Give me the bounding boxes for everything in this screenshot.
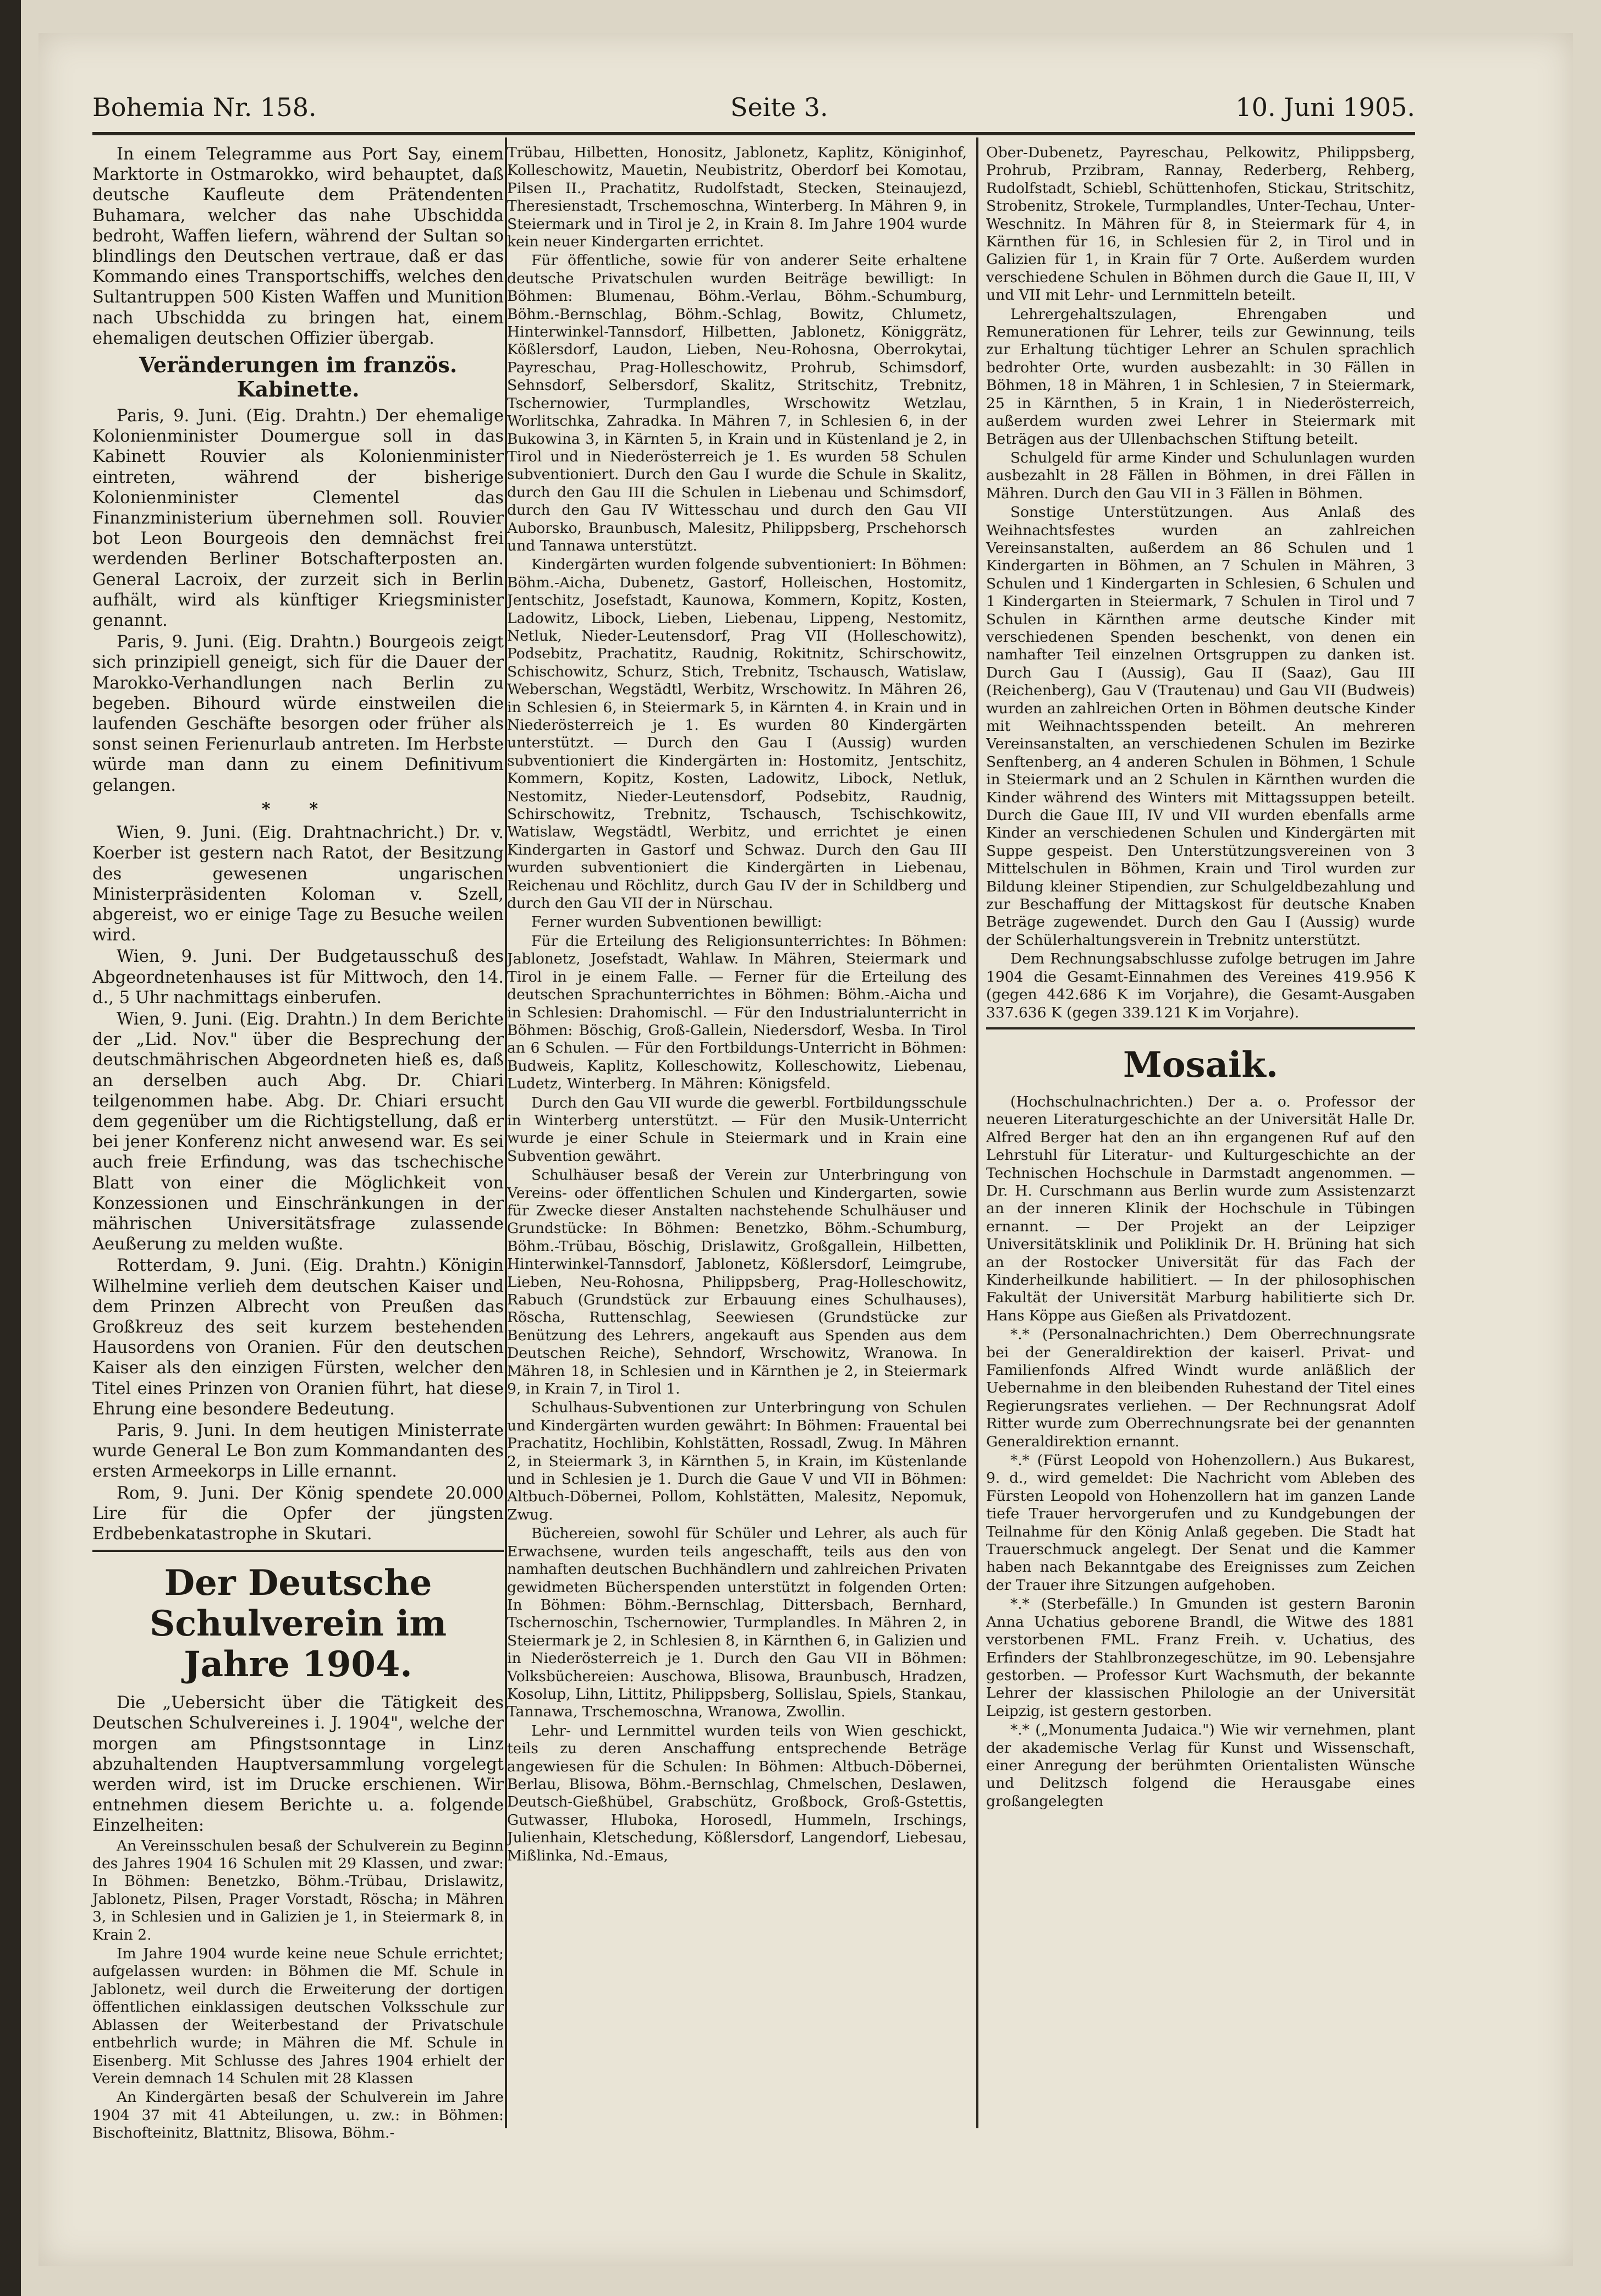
header-issue: Bohemia Nr. 158. <box>92 92 317 122</box>
col2-para-fortbildung: Durch den Gau VII wurde die gewerbl. Fortbildungsschule in Winterberg unterstützt. — Für den Musik-Unterricht wurde je einer Schule in Steiermark und in Krain eine Subvention gewährt. <box>507 1094 967 1165</box>
header-rule <box>92 132 1415 135</box>
mosaik-monumenta-judaica: *.* („Monumenta Judaica.") Wie wir vernehmen, plant der akademische Verlag für Kunst und Wissenschaft, einer Anregung der berühmten Orientalisten Wünsche und Delitzsch folgend die Herausgabe eines großangelegten <box>986 1721 1415 1810</box>
column-2 <box>507 144 967 1866</box>
col3-para-rechnungsabschluss: Dem Rechnungsabschlusse zufolge betrugen im Jahre 1904 die Gesamt-Einnahmen des Vereines 419.956 K (gegen 442.686 K im Vorjahre), die Gesamt-Ausgaben 337.636 K (gegen 339.121 K im Vorjahre). <box>986 950 1415 1021</box>
column-3 <box>986 144 1415 1812</box>
schulverein-intro: Die „Uebersicht über die Tätigkeit des Deutschen Schulvereines i. J. 1904", welche der morgen am Pfingstsonntage in Linz abzuhaltenden Hauptversammlung vorgelegt werden wird, ist im Drucke erschienen. Wir entnehmen diesem Berichte u. a. folgende Einzelheiten: <box>92 1693 504 1836</box>
schulverein-kindergaerten: An Kindergärten besaß der Schulverein im Jahre 1904 37 mit 41 Abteilungen, u. zw.: in Böhmen: Bischofteinitz, Blattnitz, Blisowa, Böhm.- <box>92 2089 504 2142</box>
news-wien-3: Wien, 9. Juni. (Eig. Drahtn.) In dem Berichte der „Lid. Nov." über die Besprechung der deutschmährischen Abgeordneten hieß es, daß an derselben auch Abg. Dr. Chiari teilgenommen habe. Abg. Dr. Chiari ersucht dem gegenüber um die Richtigstellung, daß er bei jener Konferenz nicht anwesend war. Es sei auch freie Erfindung, was das tschechische Blatt von einer die Möglichkeit von Konzessionen und Einschränkungen in der mährischen Universitätsfrage zulassende Aeußerung zu melden wußte. <box>92 1009 504 1254</box>
col2-para-schulhaeuser: Schulhäuser besaß der Verein zur Unterbringung von Vereins- oder öffentlichen Schulen und Kindergarten, sowie für Zwecke dieser Anstalten nachstehende Schulhäuser und Grundstücke: In Böhmen: Benetzko, Böhm.-Schumburg, Böhm.-Trübau, Böschig, Drislawitz, Großgallein, Hilbetten, Hinterwinkel-Tannsdorf, Jablonetz, Kößlersdorf, Leimgrube, Lieben, Neu-Rohosna, Philippsberg, Prag-Holleschowitz, Rabuch (Grundstück zur Erbauung eines Schulhauses), Röscha, Ruttenschlag, Seewiesen (Grundstücke zur Benützung des Lehrers, angekauft aus Spenden aus dem Deutschen Reiche), Sehndorf, Wrschowitz, Wranowa. In Mähren 18, in Schlesien und in Kärnthen je 2, in Steiermark 9, in Krain 7, in Tirol 1. <box>507 1166 967 1398</box>
col2-para-religion: Für die Erteilung des Religionsunterrichtes: In Böhmen: Jablonetz, Josefstadt, Wahlaw. In Mähren, Steiermark und Tirol in je einem Falle. — Ferner für die Erteilung des deutschen Sprachunterrichtes in Böhmen: Böhm.-Aicha und in Schlesien: Drahomischl. — Für den Industrialunterricht in Böhmen: Böschig, Groß-Gallein, Niedersdorf, Wesba. In Tirol an 6 Schulen. — Für den Fortbildungs-Unterricht in Böhmen: Budweis, Kaplitz, Kolleschowitz, Kolleschowitz, Liebenau, Ludetz, Winterberg. In Mähren: Königsfeld. <box>507 932 967 1093</box>
col2-para-1: Trübau, Hilbetten, Honositz, Jablonetz, Kaplitz, Königinhof, Kolleschowitz, Mauetin, Neubistritz, Oberdorf bei Komotau, Pilsen II., Prachatitz, Rudolfstadt, Stecken, Steinaujezd, Theresienstadt, Trschemoschna, Winterberg. In Mähren 9, in Steiermark und in Tirol je 2, in Krain 8. Im Jahre 1904 wurde kein neuer Kindergarten errichtet. <box>507 144 967 251</box>
col3-para-gehaltszulagen: Lehrergehaltszulagen, Ehrengaben und Remunerationen für Lehrer, teils zur Gewinnung, teils zur Erhaltung tüchtiger Lehrer an Schulen sprachlich bedrohter Orte, wurden ausbezahlt: in 30 Fällen in Böhmen, 18 in Mähren, 1 in Schlesien, 7 in Steiermark, 25 in Kärnthen, 5 in Krain, 1 in Niederösterreich, außerdem wurden zwei Lehrer in Steiermark mit Beträgen aus der Ullenbachschen Stiftung beteilt. <box>986 305 1415 448</box>
col3-para-schulgeld: Schulgeld für arme Kinder und Schulunlagen wurden ausbezahlt in 28 Fällen in Böhmen, in drei Fällen in Mähren. Durch den Gau VII in 3 Fällen in Böhmen. <box>986 449 1415 502</box>
col3-para-unterstuetzungen: Sonstige Unterstützungen. Aus Anlaß des Weihnachtsfestes wurden an zahlreichen Vereinsanstalten, außerdem an 86 Schulen und 1 Kindergarten in Böhmen, an 7 Schulen in Mähren, 3 Schulen und 1 Kindergarten in Schlesien, 6 Schulen und 1 Kindergarten in Steiermark, 7 Schulen in Tirol und 7 Schulen in Kärnthen arme deutsche Kinder mit verschiedenen Spenden beschenkt, von denen ein namhafter Teil einzelnen Ortsgruppen zu danken ist. Durch Gau I (Aussig), Gau II (Saaz), Gau III (Reichenberg), Gau V (Trautenau) und Gau VII (Budweis) wurden an zahlreichen Orten in Böhmen deutsche Kinder mit Weihnachtsspenden beteilt. An mehreren Vereinsanstalten, an verschiedenen Schulen im Bezirke Senftenberg, an 4 anderen Schulen in Böhmen, 1 Schule in Steiermark und an 2 Schulen in Kärnthen wurden die Kinder während des Winters mit Mittagssuppen beteilt. Durch die Gaue III, IV und VII wurden ebenfalls arme Kinder an verschiedenen Schulen und Kindergärten mit Suppe gespeist. Den Unterstützungsvereinen von 3 Mittelschulen in Böhmen, Krain und Tirol wurden zur Bildung kleiner Stipendien, zur Schulgeldbezahlung und zur Beschaffung der Mittagskost für deutsche Knaben Beträge zugewendet. Durch den Gau I (Aussig) wurde der Schülerhaltungsverein in Trebnitz unterstützt. <box>986 504 1415 949</box>
article-port-say: In einem Telegramme aus Port Say, einem Marktorte in Ostmarokko, wird behauptet, daß deutsche Kaufleute dem Prätendenten Buhamara, welcher das nahe Ubschidda bedroht, Waffen liefern, während der Sultan so blindlings den Deutschen vertraue, daß er das Kommando eines Transportschiffs, welches den Sultantruppen 500 Kisten Waffen und Munition nach Ubschidda zu bringen hat, einem ehemaligen deutschen Offizier übergab. <box>92 145 504 348</box>
column-divider-2 <box>976 137 978 2128</box>
section-rule <box>92 1550 504 1552</box>
news-wien-1: Wien, 9. Juni. (Eig. Drahtnachricht.) Dr. v. Koerber ist gestern nach Ratot, der Besitzung des gewesenen ungarischen Ministerpräsidenten Koloman v. Szell, abgereist, wo er einige Tage zu Besuche weilen wird. <box>92 823 504 945</box>
mosaik-hochschulnachrichten: (Hochschulnachrichten.) Der a. o. Professor der neueren Literaturgeschichte an der Universität Halle Dr. Alfred Berger hat den an ihn ergangenen Ruf auf den Lehrstuhl für Literatur- und Kulturgeschichte an der Technischen Hochschule in Darmstadt angenommen. — Dr. H. Curschmann aus Berlin wurde zum Assistenzarzt an der inneren Klinik der Hochschule in Tübingen ernannt. — Der Projekt an der Leipziger Universitätsklinik und Poliklinik Dr. H. Brüning hat sich an der Rostocker Universität für das Fach der Kinderheilkunde habilitiert. — In der philosophischen Fakultät der Universität Marburg habilitierte sich Dr. Hans Köppe aus Gießen als Privatdozent. <box>986 1093 1415 1324</box>
header-date: 10. Juni 1905. <box>1235 92 1415 122</box>
col2-para-schulhaus-subventionen: Schulhaus-Subventionen zur Unterbringung von Schulen und Kindergärten wurden gewährt: In Böhmen: Frauental bei Prachatitz, Hochlibin, Kohlstätten, Rossadl, Zwug. In Mähren 2, in Steiermark 3, in Kärnthen 5, in Krain, im Küstenlande und in Schlesien je 1. Durch die Gaue V und VII in Böhmen: Altbuch-Döbernei, Pollom, Kohlstätten, Malesitz, Nepomuk, Zwug. <box>507 1399 967 1523</box>
section-title-schulverein: Der Deutsche Schulverein im Jahre 1904. <box>149 1562 447 1686</box>
col2-para-subventionen: Ferner wurden Subventionen bewilligt: <box>531 913 822 931</box>
col2-para-buechereien: Büchereien, sowohl für Schüler und Lehrer, als auch für Erwachsene, wurden teils angeschafft, teils aus den von namhaften deutschen Buchhändlern und zahlreichen Privaten gewidmeten Bücherspenden unterstützt in folgenden Orten: In Böhmen: Böhm.-Bernschlag, Dittersbach, Bernhard, Tschernoschin, Tschernowier, Turmplandles. In Mähren 2, in Steiermark je 2, in Schlesien 8, in Kärnthen 6, in Galizien und in Niederösterreich je 1. Durch den Gau VII in Böhmen: Volksbüchereien: Auschowa, Blisowa, Braunbusch, Hradzen, Kosolup, Lihn, Littitz, Philippsberg, Sollislau, Spiels, Stankau, Tannawa, Trschemoschna, Wranowa, Zwollin. <box>507 1525 967 1721</box>
schulverein-aufgelassen: Im Jahre 1904 wurde keine neue Schule errichtet; aufgelassen wurden: in Böhmen die Mf. Schule in Jablonetz, weil durch die Erweiterung der dortigen öffentlichen einklassigen deutschen Volksschule zur Ablassen der Weiterbestand der Privatschule entbehrlich wurde; in Mähren die Mf. Schule in Eisenberg. Mit Schlusse des Jahres 1904 erhielt der Verein demnach 14 Schulen mit 28 Klassen <box>92 1945 504 2087</box>
news-paris-1: Paris, 9. Juni. (Eig. Drahtn.) Der ehemalige Kolonienminister Doumergue soll in das Kabinett Rouvier als Kolonienminister eintreten, während der bisherige Kolonienminister Clementel das Finanzministerium übernehmen soll. Rouvier bot Leon Bourgeois den demnächst frei werdenden Berliner Botschafterposten an. General Lacroix, der zurzeit sich in Berlin aufhält, wird als künftiger Kriegsminister genannt. <box>92 406 504 631</box>
news-wien-2: Wien, 9. Juni. Der Budgetausschuß des Abgeordnetenhauses ist für Mittwoch, den 14. d., 5 Uhr nachmittags einberufen. <box>92 947 504 1007</box>
news-rom: Rom, 9. Juni. Der König spendete 20.000 Lire für die Opfer der jüngsten Erdbebenkatastrophe in Skutari. <box>92 1483 504 1544</box>
section-title-mosaik: Mosaik. <box>1123 1044 1278 1086</box>
col2-para-beitraege: Für öffentliche, sowie für von anderer Seite erhaltene deutsche Privatschulen wurden Beiträge bewilligt: In Böhmen: Blumenau, Böhm.-Verlau, Böhm.-Schumburg, Böhm.-Bernschlag, Böhm.-Schlag, Bowitz, Chlumetz, Hinterwinkel-Tannsdorf, Hilbetten, Jablonetz, Königgrätz, Kößlersdorf, Laudon, Lieben, Neu-Rohosna, Oberrokytai, Payreschau, Prag-Holleschowitz, Prohrub, Schimsdorf, Sehnsdorf, Selbersdorf, Skalitz, Stritschitz, Trebnitz, Tschernowier, Turmplandles, Wrschowitz Wetzlau, Worlitschka, Zahradka. In Mähren 7, in Schlesien 6, in der Bukowina 3, in Kärnten 5, in Krain und in Küstenland je 2, in Tirol und in Niederösterreich je 1. Es wurden 58 Schulen subventioniert. Durch den Gau I wurde die Schule in Skalitz, durch den Gau III die Schulen in Liebenau und Schimsdorf, durch den Gau IV Wittesschau und durch den Gau VII Auborsko, Braunbusch, Malesitz, Philippsberg, Prschehorsch und Tannawa unterstützt. <box>507 252 967 554</box>
scan-edge <box>0 0 21 2296</box>
page-header <box>92 92 1415 125</box>
news-rotterdam: Rotterdam, 9. Juni. (Eig. Drahtn.) Königin Wilhelmine verlieh dem deutschen Kaiser und dem Prinzen Albrecht von Preußen das Großkreuz des seit kurzem bestehenden Hausordens von Oranien. Für den deutschen Kaiser als den einzigen Fürsten, welcher den Titel eines Prinzen von Oranien führt, hat diese Ehrung eine besondere Bedeutung. <box>92 1256 504 1419</box>
col3-para-1: Ober-Dubenetz, Payreschau, Pelkowitz, Philippsberg, Prohrub, Przibram, Rannay, Rederberg, Rehberg, Rudolfstadt, Schiebl, Schüttenhofen, Stickau, Stritschitz, Strobenitz, Strokele, Turmplandles, Unter-Techau, Unter-Weschnitz. In Mähren für 8, in Steiermark für 4, in Kärnthen für 16, in Schlesien für 2, in Tirol und in Galizien für 1, in Krain für 7 Orte. Außerdem wurden verschiedene Schulen in Böhmen durch die Gaue II, III, V und VII mit Lehr- und Lernmitteln beteilt. <box>986 144 1415 304</box>
col2-para-lehrmittel: Lehr- und Lernmittel wurden teils von Wien geschickt, teils zu deren Anschaffung entsprechende Beträge angewiesen für die Schulen: In Böhmen: Altbuch-Döbernei, Berlau, Blisowa, Böhm.-Bernschlag, Chmelschen, Deslawen, Deutsch-Gießhübel, Grabschütz, Großbock, Groß-Gstettis, Gutwasser, Hluboka, Horosedl, Hummeln, Irschings, Julienhain, Kletschedung, Kößlersdorf, Langendorf, Liebesau, Mißlinka, Nd.-Emaus, <box>507 1722 967 1864</box>
header-page-number: Seite 3. <box>730 92 828 122</box>
separator-stars: * * <box>261 799 335 819</box>
mosaik-hohenzollern: *.* (Fürst Leopold von Hohenzollern.) Aus Bukarest, 9. d., wird gemeldet: Die Nachricht vom Ableben des Fürsten Leopold von Hohenzollern hat im ganzen Lande tiefe Trauer hervorgerufen und zu Kundgebungen der Teilnahme für den König Anlaß gegeben. Die Stadt hat Trauerschmuck angelegt. Der Senat und die Kammer haben nach Bekanntgabe des Ereignisses zum Zeichen der Trauer ihre Sitzungen aufgehoben. <box>986 1452 1415 1594</box>
schulverein-vereinsschulen: An Vereinsschulen besaß der Schulverein zu Beginn des Jahres 1904 16 Schulen mit 29 Klassen, und zwar: In Böhmen: Benetzko, Böhm.-Trübau, Drislawitz, Jablonetz, Pilsen, Prager Vorstadt, Röscha; in Mähren 3, in Schlesien und in Galizien je 1, in Steiermark 8, in Krain 2. <box>92 1837 504 1943</box>
news-paris-2: Paris, 9. Juni. (Eig. Drahtn.) Bourgeois zeigt sich prinzipiell geneigt, sich für die Dauer der Marokko-Verhandlungen nach Berlin zu begeben. Bihourd würde einstweilen die laufenden Geschäfte besorgen oder früher als sonst seinen Ferienurlaub antreten. Im Herbste würde man dann zu einem Definitivum gelangen. <box>92 632 504 795</box>
column-1 <box>92 144 504 2144</box>
news-paris-3: Paris, 9. Juni. In dem heutigen Ministerrate wurde General Le Bon zum Kommandanten des ersten Armeekorps in Lille ernannt. <box>92 1420 504 1482</box>
section-rule-mosaik <box>986 1027 1415 1029</box>
col2-para-kindergaerten: Kindergärten wurden folgende subventioniert: In Böhmen: Böhm.-Aicha, Dubenetz, Gastorf, Holleischen, Hostomitz, Jentschitz, Josefstadt, Kaunowa, Kommern, Kopitz, Kosten, Ladowitz, Libock, Lieben, Liebenau, Lippeng, Nestomitz, Netluk, Nieder-Leutensdorf, Prag VII (Holleschowitz), Podsebitz, Prachatitz, Raudnig, Rokitnitz, Schirschowitz, Schischowitz, Schurz, Stich, Trebnitz, Tschausch, Watislaw, Weberschan, Wegstädtl, Werbitz, Wrschowitz. In Mähren 26, in Schlesien 6, in Steiermark 5, in Kärnten 4. in Krain und in Niederösterreich je 1. Es wurden 80 Kindergärten unterstützt. — Durch den Gau I (Aussig) wurden subventioniert die Kindergärten in: Hostomitz, Jentschitz, Kommern, Kopitz, Kosten, Ladowitz, Libock, Netluk, Nestomitz, Nieder-Leutensdorf, Podsebitz, Raudnig, Schirschowitz, Trebnitz, Tschausch, Tschischkowitz, Watislaw, Wegstädtl, Werbitz, und errichtet je einen Kindergarten in Gastorf und Schwaz. Durch den Gau III wurden subventioniert die Kindergärten in Liebenau, Reichenau und Röchlitz, durch Gau IV der in Schildberg und durch den Gau VII der in Nürschau. <box>507 556 967 912</box>
mosaik-sterbefaelle: *.* (Sterbefälle.) In Gmunden ist gestern Baronin Anna Uchatius geborene Brandl, die Witwe des 1881 verstorbenen FML. Franz Freih. v. Uchatius, des Erfinders der Stahlbronzegeschütze, im 90. Lebensjahre gestorben. — Professor Kurt Wachsmuth, der bekannte Lehrer der klassischen Philologie an der Universität Leipzig, ist gestern gestorben. <box>986 1595 1415 1720</box>
section-title-kabinett: Veränderungen im französ. Kabinette. <box>139 353 458 402</box>
mosaik-personalnachrichten: *.* (Personalnachrichten.) Dem Oberrechnungsrate bei der Generaldirektion der kaiserl. Privat- und Familienfonds Alfred Windt wurde anläßlich der Uebernahme in den bleibenden Ruhestand der Titel eines Regierungsrates verliehen. — Der Rechnungsrat Adolf Ritter wurde zum Oberrechnungsrate bei der genannten Generaldirektion ernannt. <box>986 1326 1415 1450</box>
